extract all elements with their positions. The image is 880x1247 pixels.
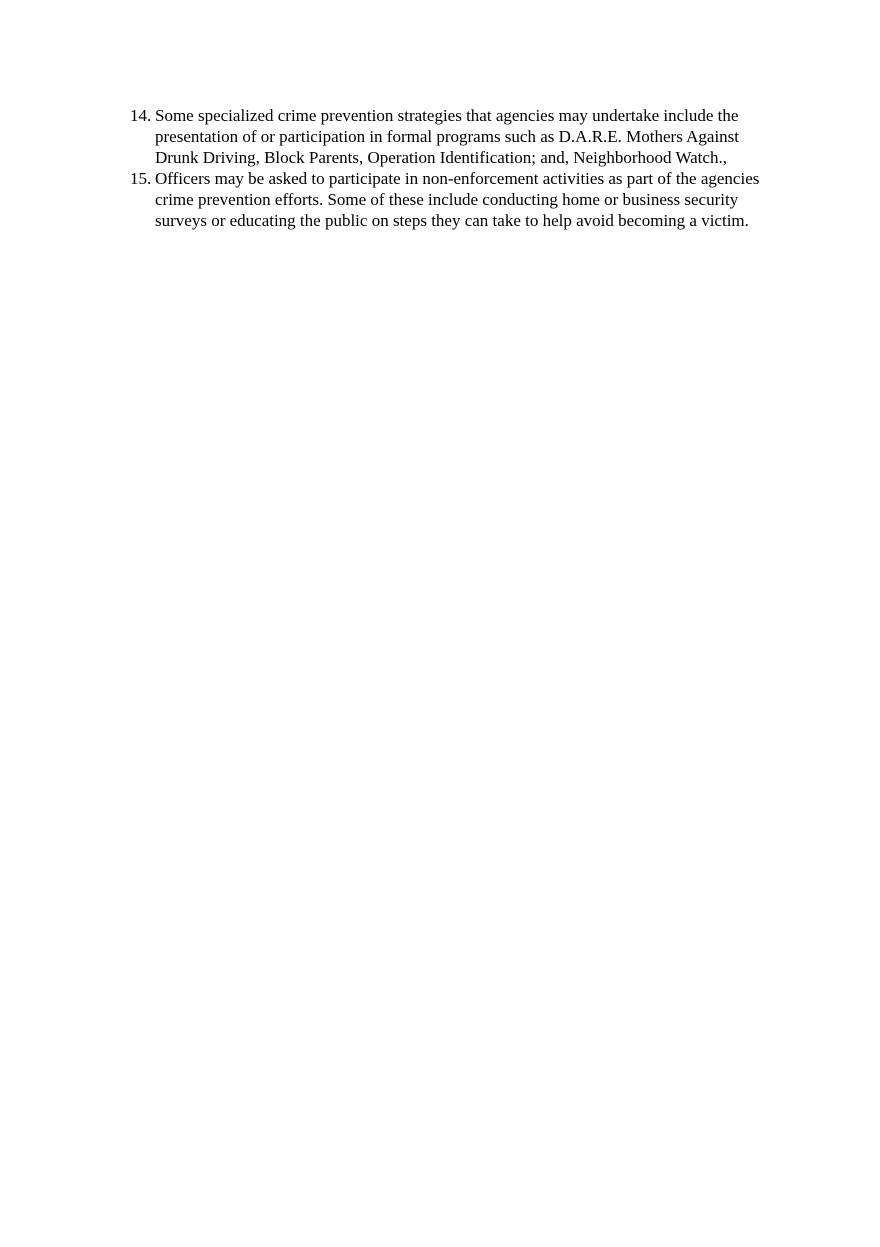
list-item-number: 14. [130,106,152,125]
numbered-list [130,105,780,231]
list-item [130,168,780,231]
list-item-number: 15. [130,169,152,188]
list-item [130,105,780,168]
list-item-text: Some specialized crime prevention strategies that agencies may undertake include the presentation of or participation in formal programs such as D.A.R.E. Mothers Against Drunk Driving, Block Parents, Operation Identification; and, Neighborhood Watch., [155,106,740,167]
list-item-text: Officers may be asked to participate in non-enforcement activities as part of the agencies crime prevention efforts. Some of these include conducting home or business security surveys or educating the public on steps they can take to help avoid becoming a victim. [155,169,760,230]
